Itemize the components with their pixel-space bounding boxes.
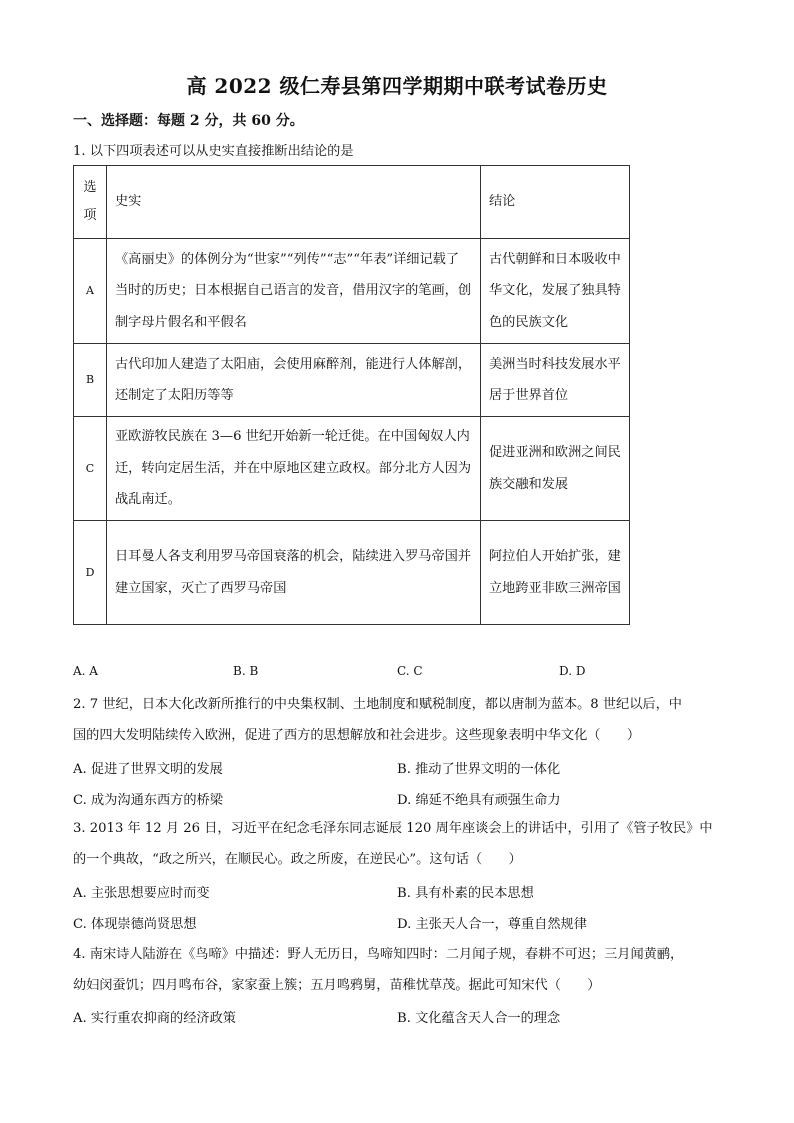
table-row: [74, 239, 630, 344]
question-1-stem: 1. 以下四项表述可以从史实直接推断出结论的是: [73, 144, 354, 159]
question-4-stem-line1: 4. 南宋诗人陆游在《鸟啼》中描述：野人无历日，鸟啼知四时：二月闻子规，春耕不可迟；三月闻黄鹂，: [73, 947, 684, 962]
option-a[interactable]: A. 主张思想要应时而变: [73, 886, 210, 901]
row-option: B: [74, 344, 107, 417]
row-option: D: [74, 521, 107, 625]
header-option: 选项: [74, 166, 107, 239]
row-option: C: [74, 417, 107, 521]
option-c[interactable]: C. 体现崇德尚贤思想: [73, 917, 197, 932]
table-row: [74, 417, 630, 521]
option-c[interactable]: C. 成为沟通东西方的桥梁: [73, 793, 223, 808]
option-a[interactable]: A. A: [73, 664, 98, 678]
option-b[interactable]: B. B: [233, 664, 259, 678]
row-conclusion: 阿拉伯人开始扩张，建立地跨亚非欧三洲帝国: [481, 521, 630, 625]
option-c[interactable]: C. C: [397, 664, 423, 678]
option-b[interactable]: B. 推动了世界文明的一体化: [397, 762, 561, 777]
page-title: 高 2022 级仁寿县第四学期期中联考试卷历史: [186, 74, 608, 98]
question-2-stem-line2: 国的四大发明陆续传入欧洲，促进了西方的思想解放和社会进步。这些现象表明中华文化（ ）: [73, 728, 641, 743]
question-1-table: [73, 165, 630, 625]
row-option: A: [74, 239, 107, 344]
table-row: [74, 521, 630, 625]
option-d[interactable]: D. D: [559, 664, 586, 678]
table-header-row: [74, 166, 630, 239]
question-2-stem-line1: 2. 7 世纪，日本大化改新所推行的中央集权制、土地制度和赋税制度，都以唐制为蓝本。8 世纪以后，中: [73, 697, 682, 712]
row-conclusion: 古代朝鲜和日本吸收中华文化，发展了独具特色的民族文化: [481, 239, 630, 344]
option-d[interactable]: D. 绵延不绝具有顽强生命力: [397, 793, 561, 808]
option-d[interactable]: D. 主张天人合一，尊重自然规律: [397, 917, 587, 932]
table-row: [74, 344, 630, 417]
question-3-stem-line1: 3. 2013 年 12 月 26 日，习近平在纪念毛泽东同志诞辰 120 周年座谈会上的讲话中，引用了《管子牧民》中: [73, 821, 713, 836]
row-fact: 亚欧游牧民族在 3—6 世纪开始新一轮迁徙。在中国匈奴人内迁，转向定居生活，并在中原地区建立政权。部分北方人因为战乱南迁。: [107, 417, 481, 521]
row-conclusion: 促进亚洲和欧洲之间民族交融和发展: [481, 417, 630, 521]
option-b[interactable]: B. 文化蕴含天人合一的理念: [397, 1011, 561, 1026]
header-conclusion: 结论: [481, 166, 630, 239]
option-a[interactable]: A. 促进了世界文明的发展: [73, 762, 223, 777]
option-a[interactable]: A. 实行重农抑商的经济政策: [73, 1011, 236, 1026]
question-4-stem-line2: 幼妇闵蚕饥；四月鸣布谷，家家蚕上簇；五月鸣鸦舅，苗稚忧草茂。据此可知宋代（ ）: [73, 978, 601, 993]
option-b[interactable]: B. 具有朴素的民本思想: [397, 886, 534, 901]
row-fact: 古代印加人建造了太阳庙，会使用麻醉剂，能进行人体解剖，还制定了太阳历等等: [107, 344, 481, 417]
row-conclusion: 美洲当时科技发展水平居于世界首位: [481, 344, 630, 417]
section-heading: 一、选择题：每题 2 分，共 60 分。: [73, 113, 304, 129]
row-fact: 《高丽史》的体例分为“世家”“列传”“志”“年表”详细记载了当时的历史；日本根据自己语言的发音，借用汉字的笔画，创制字母片假名和平假名: [107, 239, 481, 344]
header-fact: 史实: [107, 166, 481, 239]
question-3-stem-line2: 的一个典故，“政之所兴，在顺民心。政之所废，在逆民心”。这句话（ ）: [73, 852, 522, 867]
row-fact: 日耳曼人各支利用罗马帝国衰落的机会，陆续进入罗马帝国并建立国家，灭亡了西罗马帝国: [107, 521, 481, 625]
